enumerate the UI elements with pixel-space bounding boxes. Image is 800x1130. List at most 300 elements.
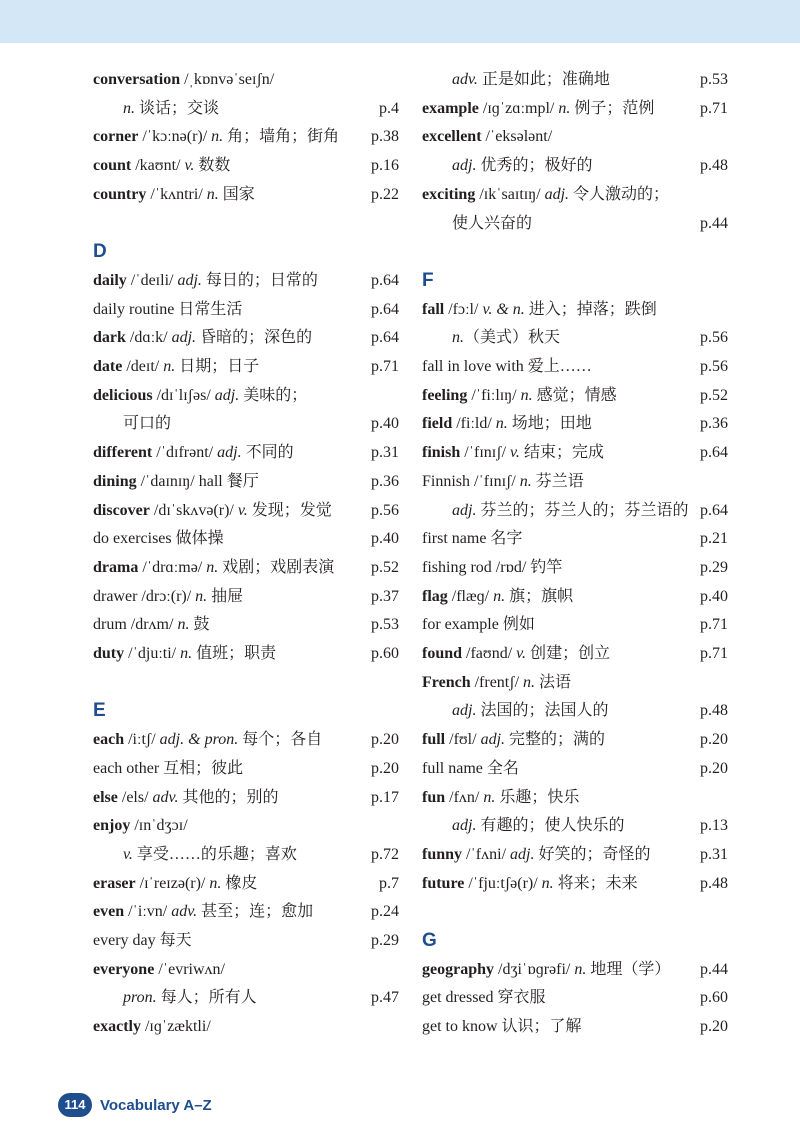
pronunciation-definition: first name 名字 [422, 530, 523, 548]
definition: 乐趣；快乐 [495, 788, 580, 806]
part-of-speech: v. & n. [482, 300, 525, 318]
vocab-entry [422, 297, 728, 323]
pronunciation-definition: /ˌkɒnvəˈseɪʃn/ [180, 71, 275, 88]
vocab-entry [422, 354, 728, 380]
definition: 完整的；满的 [505, 731, 606, 749]
headword: exciting [422, 185, 476, 203]
headword: different [93, 444, 153, 462]
pronunciation-definition: /ˈdrɑːmə/ [138, 558, 207, 576]
vocab-entry [93, 957, 399, 983]
definition: 值班；职责 [192, 645, 277, 662]
part-of-speech: v. [510, 444, 520, 462]
part-of-speech: adv. [171, 903, 198, 921]
vocab-entry [422, 842, 728, 868]
vocab-entry [422, 670, 728, 696]
pronunciation-definition: /dʒiˈɒɡrəfi/ [494, 960, 575, 978]
definition: 感觉；情感 [532, 386, 617, 404]
page-ref: p.20 [700, 759, 728, 777]
part-of-speech: n. [195, 587, 208, 605]
part-of-speech: n. [493, 587, 506, 605]
section-letter-d: D [93, 241, 107, 263]
vocab-entry [93, 555, 399, 581]
entry-text [422, 670, 571, 696]
vocab-entry [422, 67, 728, 93]
pronunciation-definition: /ɪnˈdʒɔɪ/ [130, 817, 188, 835]
page-ref: p.53 [371, 616, 399, 634]
headword: delicious [93, 386, 153, 404]
definition: 芬兰的；芬兰人的；芬兰语的 [476, 501, 689, 519]
page-ref: p.40 [371, 530, 399, 548]
vocab-entry [93, 727, 399, 753]
pronunciation-definition: do exercises 做体操 [93, 530, 224, 548]
vocab-entry [422, 727, 728, 753]
page-ref: p.38 [371, 128, 399, 146]
vocab-entry [93, 842, 399, 868]
pronunciation-definition: /ˈdɪfrənt/ [152, 444, 218, 462]
vocab-entry [422, 813, 728, 839]
footer-title: Vocabulary A–Z [100, 1096, 212, 1114]
part-of-speech: v. [123, 845, 133, 863]
pronunciation-definition: every day 每天 [93, 932, 192, 949]
page-ref: p.71 [700, 616, 728, 634]
pronunciation-definition: /ɪkˈsaɪtɪŋ/ [475, 185, 545, 203]
pronunciation-definition: fishing rod /rɒd/ 钓竿 [422, 558, 563, 576]
page-ref: p.40 [371, 415, 399, 433]
entry-text [422, 756, 519, 782]
page-ref: p.64 [700, 444, 728, 462]
entry-text [93, 785, 278, 811]
pronunciation-definition: fall in love with 爱上…… [422, 358, 592, 375]
page-ref: p.71 [371, 358, 399, 375]
definition: 甚至；连；愈加 [197, 903, 314, 921]
definition: 有趣的；使人快乐的 [476, 817, 625, 835]
page-ref: p.52 [700, 386, 728, 404]
part-of-speech: adv. [152, 788, 179, 806]
pronunciation-definition: /ˈfjuːtʃə(r)/ [464, 874, 542, 892]
vocab-entry [93, 498, 399, 524]
part-of-speech: n. [211, 128, 224, 146]
vocab-entry [422, 96, 728, 122]
entry-text [422, 526, 522, 552]
entry-text [422, 871, 638, 897]
definition: 法语 [535, 673, 572, 691]
definition: 法国的；法国人的 [476, 702, 609, 720]
entry-text [93, 440, 294, 466]
definition: 好笑的；奇怪的 [534, 845, 651, 863]
page-ref: p.13 [700, 817, 728, 835]
vocab-entry [93, 526, 399, 552]
part-of-speech: n. [495, 415, 508, 433]
pronunciation-definition: 可口的 [123, 415, 172, 433]
headword: duty [93, 645, 125, 662]
entry-text [93, 411, 171, 437]
pronunciation-definition: /ˈdeɪli/ [126, 271, 178, 289]
pronunciation-definition: daily routine 日常生活 [93, 300, 243, 318]
entry-text [93, 756, 243, 782]
entry-text [422, 383, 617, 409]
headword: fun [422, 788, 446, 806]
vocab-entry [422, 1014, 728, 1040]
pronunciation-definition: /dɪˈlɪʃəs/ [152, 386, 215, 404]
vocab-entry [422, 641, 728, 667]
vocab-entry [422, 985, 728, 1011]
page-ref: p.4 [379, 99, 399, 117]
page-ref: p.24 [371, 903, 399, 921]
headword: enjoy [93, 817, 131, 835]
headword: example [422, 99, 479, 117]
definition: 进入；掉落；跌倒 [524, 300, 657, 318]
part-of-speech: n. [558, 99, 571, 117]
page-ref: p.36 [371, 472, 399, 490]
entry-text [422, 842, 651, 868]
vocab-entry [422, 469, 728, 495]
entry-text [93, 727, 322, 753]
entry-text [93, 383, 307, 409]
page-ref: p.20 [371, 759, 399, 777]
part-of-speech: n. [209, 874, 222, 892]
vocab-entry [422, 383, 728, 409]
pronunciation-definition: 使人兴奋的 [452, 214, 533, 232]
part-of-speech: adj. [452, 157, 477, 175]
entry-text [422, 124, 552, 150]
headword: geography [422, 960, 494, 978]
part-of-speech: n. [177, 616, 190, 634]
definition: 场地；田地 [507, 415, 592, 433]
definition: 国家 [218, 185, 255, 203]
vocab-entry [93, 985, 399, 1011]
page-ref: p.56 [371, 501, 399, 519]
page-ref: p.31 [371, 444, 399, 462]
vocab-entry [93, 813, 399, 839]
definition: 其他的；别的 [178, 788, 279, 806]
page-ref: p.64 [371, 271, 399, 289]
page-ref: p.48 [700, 702, 728, 720]
page-ref: p.72 [371, 845, 399, 863]
pronunciation-definition: for example 例如 [422, 616, 535, 634]
entry-text [422, 297, 657, 323]
page-ref: p.37 [371, 587, 399, 605]
entry-text [93, 555, 334, 581]
definition: 结束；完成 [519, 444, 604, 462]
vocab-entry [93, 928, 399, 954]
entry-text [93, 67, 274, 93]
top-color-band [0, 0, 800, 43]
headword: finish [422, 444, 461, 462]
entry-text [422, 727, 605, 753]
page-ref: p.71 [700, 99, 728, 117]
pronunciation-definition: /ˈdaɪnɪŋ/ hall 餐厅 [136, 472, 259, 490]
pronunciation-definition: drum /drʌm/ [93, 616, 178, 634]
pronunciation-definition: drawer /drɔː(r)/ [93, 587, 196, 605]
headword: even [93, 903, 125, 921]
entry-text [93, 813, 188, 839]
headword: date [93, 358, 123, 375]
definition: 令人激动的； [569, 185, 670, 203]
headword: flag [422, 587, 448, 605]
entry-text [422, 354, 592, 380]
headword: feeling [422, 386, 468, 404]
part-of-speech: n. [452, 329, 464, 347]
entry-text [93, 153, 230, 179]
vocab-entry [422, 555, 728, 581]
entry-text [422, 182, 669, 208]
page-ref: p.21 [700, 530, 728, 548]
part-of-speech: adj. [452, 817, 477, 835]
entry-text [93, 354, 259, 380]
headword: excellent [422, 128, 482, 146]
definition: 不同的 [241, 444, 294, 462]
vocab-entry [422, 325, 728, 351]
pronunciation-definition: /dɑːk/ [125, 329, 172, 347]
definition: 享受……的乐趣；喜欢 [132, 845, 297, 863]
page-ref: p.56 [700, 329, 728, 347]
vocab-entry [422, 124, 728, 150]
part-of-speech: n. [520, 386, 533, 404]
pronunciation-definition: each other 互相；彼此 [93, 759, 244, 777]
page-ref: p.29 [371, 932, 399, 949]
entry-text [422, 498, 688, 524]
part-of-speech: v. [516, 645, 527, 662]
part-of-speech: adj. [171, 329, 197, 347]
page-ref: p.44 [700, 960, 728, 978]
section-letter-f: F [422, 269, 434, 291]
section-letter-e: E [93, 700, 106, 722]
page-ref: p.56 [700, 358, 728, 375]
headword: funny [422, 845, 463, 863]
pronunciation-definition: /ˈkɔːnə(r)/ [138, 128, 212, 146]
part-of-speech: adj. [452, 501, 477, 519]
headword: French [422, 673, 471, 691]
entry-text [422, 440, 604, 466]
headword: eraser [93, 874, 136, 892]
part-of-speech: adj. [452, 702, 477, 720]
vocab-entry [422, 756, 728, 782]
pronunciation-definition: /deɪt/ [122, 358, 164, 375]
entry-text [422, 584, 573, 610]
page-ref: p.48 [700, 874, 728, 892]
entry-text [422, 153, 592, 179]
part-of-speech: adj. [544, 185, 570, 203]
definition: 例子；范例 [570, 99, 655, 117]
definition: 芬兰语 [531, 472, 584, 490]
part-of-speech: n. [123, 99, 135, 117]
page-ref: p.71 [700, 645, 728, 662]
vocab-entry [422, 211, 728, 237]
vocab-entry [422, 957, 728, 983]
page-ref: p.64 [371, 300, 399, 318]
vocab-entry [93, 67, 399, 93]
definition: 数数 [194, 157, 231, 175]
entry-text [93, 498, 332, 524]
page-ref: p.52 [371, 558, 399, 576]
page-ref: p.20 [700, 1018, 728, 1036]
vocab-entry [93, 153, 399, 179]
page-ref: p.48 [700, 157, 728, 175]
vocab-entry [93, 899, 399, 925]
page-ref: p.20 [700, 731, 728, 749]
vocab-entry [93, 268, 399, 294]
entry-text [93, 96, 219, 122]
headword: future [422, 874, 465, 892]
pronunciation-definition: /ˈeksələnt/ [481, 128, 553, 146]
vocab-entry [93, 756, 399, 782]
page-footer [58, 1092, 212, 1118]
pronunciation-definition: /fʌn/ [445, 788, 484, 806]
entry-text [422, 698, 608, 724]
vocab-entry [93, 641, 399, 667]
entry-text [93, 297, 242, 323]
definition: 昏暗的；深色的 [196, 329, 313, 347]
vocab-entry [93, 440, 399, 466]
page-ref: p.60 [700, 989, 728, 1007]
definition: 鼓 [189, 616, 210, 634]
headword: field [422, 415, 453, 433]
part-of-speech: adj. [177, 271, 202, 289]
entry-text [93, 899, 313, 925]
vocab-entry [93, 182, 399, 208]
page-ref: p.64 [700, 501, 728, 519]
page-ref: p.47 [371, 989, 399, 1007]
vocab-entry [93, 297, 399, 323]
entry-text [93, 641, 276, 667]
pronunciation-definition: /frentʃ/ [470, 673, 524, 691]
page-ref: p.7 [379, 874, 399, 892]
headword: conversation [93, 71, 181, 88]
headword: exactly [93, 1018, 141, 1036]
part-of-speech: adj. [480, 731, 506, 749]
part-of-speech: adj. & pron. [159, 731, 239, 749]
part-of-speech: adj. [217, 444, 242, 462]
headword: corner [93, 128, 139, 146]
part-of-speech: n. [206, 185, 219, 203]
part-of-speech: n. [163, 358, 176, 375]
page-ref: p.20 [371, 731, 399, 749]
headword: dark [93, 329, 126, 347]
definition: 每人；所有人 [156, 989, 257, 1007]
headword: each [93, 731, 125, 749]
definition: 创建；创立 [526, 645, 611, 662]
headword: else [93, 788, 118, 806]
pronunciation-definition: /fʊl/ [445, 731, 481, 749]
definition: 每个；各自 [238, 731, 323, 749]
vocab-entry [93, 411, 399, 437]
pronunciation-definition: /faʊnd/ [462, 645, 517, 662]
part-of-speech: n. [180, 645, 193, 662]
pronunciation-definition: /ɪɡˈzɑːmpl/ [478, 99, 559, 117]
headword: dining [93, 472, 137, 490]
entry-text [422, 957, 670, 983]
vocab-entry [422, 498, 728, 524]
part-of-speech: pron. [123, 989, 157, 1007]
page-ref: p.31 [700, 845, 728, 863]
definition: 日期；日子 [175, 358, 260, 375]
section-letter-g: G [422, 930, 437, 951]
pronunciation-definition: full name 全名 [422, 759, 519, 777]
part-of-speech: n. [541, 874, 554, 892]
vocab-entry [93, 871, 399, 897]
entry-text [93, 325, 312, 351]
definition: 橡皮 [221, 874, 258, 892]
pronunciation-definition: /ˈfiːlɪŋ/ [467, 386, 521, 404]
definition: 正是如此；准确地 [477, 71, 610, 88]
vocab-entry [93, 96, 399, 122]
entry-text [422, 641, 610, 667]
entry-text [422, 469, 584, 495]
entry-text [422, 785, 579, 811]
pronunciation-definition: Finnish /ˈfɪnɪʃ/ [422, 472, 520, 490]
page-ref: p.16 [371, 157, 399, 175]
pronunciation-definition: /ɪɡˈzæktli/ [140, 1018, 211, 1036]
entry-text [93, 1014, 211, 1040]
vocab-entry [422, 526, 728, 552]
page-number-badge: 114 [58, 1093, 92, 1117]
vocab-entry [422, 440, 728, 466]
pronunciation-definition: /iːtʃ/ [124, 731, 160, 749]
entry-text [93, 842, 297, 868]
vocab-entry [93, 1014, 399, 1040]
entry-text [422, 555, 562, 581]
headword: found [422, 645, 463, 662]
pronunciation-definition: /ˈfʌni/ [462, 845, 511, 863]
page-ref: p.36 [700, 415, 728, 433]
pronunciation-definition: /dɪˈskʌvə(r)/ [149, 501, 238, 519]
pronunciation-definition: get to know 认识；了解 [422, 1018, 582, 1036]
entry-text [422, 211, 532, 237]
entry-text [93, 268, 318, 294]
definition: 发现；发觉 [247, 501, 332, 519]
entry-text [93, 469, 259, 495]
vocab-entry [422, 871, 728, 897]
page-ref: p.17 [371, 788, 399, 806]
vocab-entry [93, 469, 399, 495]
entry-text [93, 182, 255, 208]
headword: fall [422, 300, 445, 318]
headword: daily [93, 271, 127, 289]
vocab-entry [93, 612, 399, 638]
page-ref: p.40 [700, 587, 728, 605]
part-of-speech: n. [523, 673, 536, 691]
entry-text [422, 411, 592, 437]
entry-text [93, 584, 243, 610]
vocab-entry [422, 153, 728, 179]
headword: drama [93, 558, 139, 576]
vocab-entry [93, 785, 399, 811]
pronunciation-definition: /kaʊnt/ [131, 157, 185, 175]
headword: count [93, 157, 132, 175]
pronunciation-definition: /ˈevriwʌn/ [154, 960, 225, 978]
definition: 戏剧；戏剧表演 [218, 558, 335, 576]
pronunciation-definition: /els/ [117, 788, 153, 806]
part-of-speech: n. [483, 788, 496, 806]
entry-text [93, 928, 192, 954]
entry-text [93, 526, 224, 552]
vocab-entry [93, 124, 399, 150]
vocab-entry [422, 584, 728, 610]
headword: discover [93, 501, 150, 519]
headword: full [422, 731, 446, 749]
definition: 谈话；交谈 [135, 99, 220, 117]
entry-text [422, 325, 560, 351]
entry-text [422, 985, 546, 1011]
pronunciation-definition: /flæɡ/ [447, 587, 494, 605]
definition: 优秀的；极好的 [476, 157, 593, 175]
definition: 每日的；日常的 [201, 271, 318, 289]
pronunciation-definition: get dressed 穿衣服 [422, 989, 546, 1007]
part-of-speech: v. [184, 157, 195, 175]
entry-text [422, 67, 610, 93]
vocab-entry [93, 354, 399, 380]
headword: country [93, 185, 147, 203]
